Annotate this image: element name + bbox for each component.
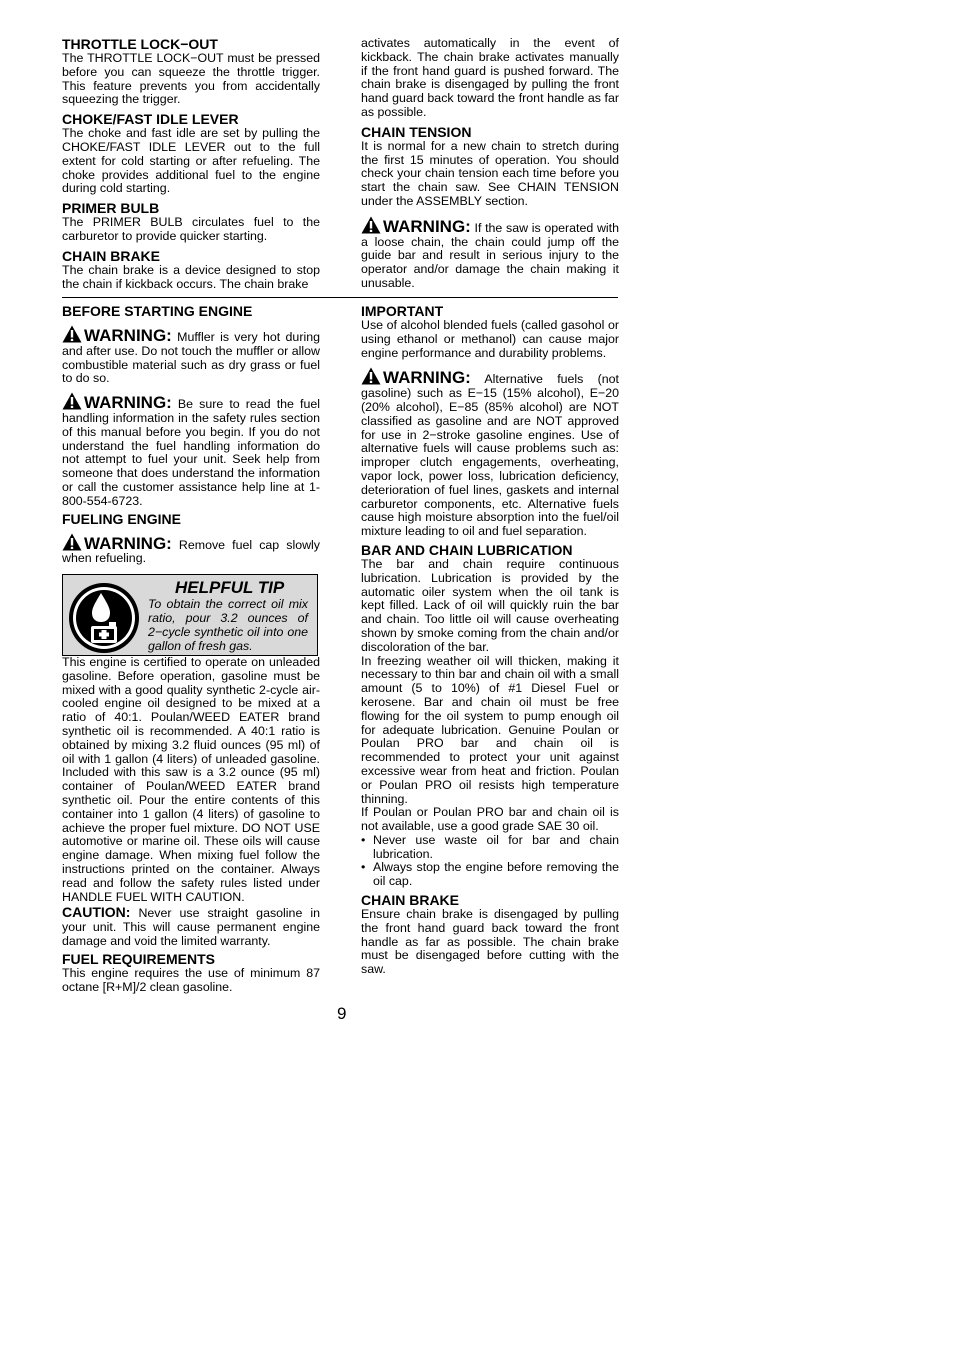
chain-brake-text-2: Ensure chain brake is disengaged by pulling the front hand guard back toward the front handle as far as possible. The chain brake must be disengaged before cutting with the saw. [361,907,619,977]
muffler-warning [62,325,320,386]
chain-brake-continued: activates automatically in the event of kickback. The chain brake activates manually if the front hand guard is pushed forward. The chain brake is disengaged by pulling the front hand guard back toward the front handle as far as possible. [361,36,619,119]
warning-text: Alternative fuels (not gasoline) such as E−15 (15% alcohol), E−20 (20% alcohol), E−85 (85% alcohol) are NOT classified as gasoline and are NOT approved for use in 2−stroke gasoline engines. Use of alternative fuels will cause problems such as: improper clutch engagements, overheating, vapor lock, power loss, lubrication deficiency, deterioration of fuel lines, gaskets and internal carburetor components, etc. Alternative fuels cause high moisture absorption into the fuel/oil mixture leading to oil and fuel separation. [361,372,619,539]
warning-icon [62,392,82,410]
page-number: 9 [337,1004,347,1023]
tip-title: HELPFUL TIP [175,578,285,597]
engine-fuel-text: This engine is certified to operate on unleaded gasoline. Before operation, gasoline must be mixed with a good quality synthetic 2-cycle air-cooled engine oil designed to be mixed at a ratio of 40:1. Poulan/WEED EATER brand synthetic oil is recommended. A 40:1 ratio is obtained by mixing 3.2 fluid ounces (95 ml) of oil with 1 gallon (4 liters) of unleaded gasoline. Included with this saw is a 3.2 ounce (95 ml) container of Poulan/WEED EATER brand synthetic oil. Pour the entire contents of this container into 1 gallon (4 liters) of gasoline to achieve the proper fuel mixture. DO NOT USE automotive or marine oil. These oils will cause engine damage. When mixing fuel follow the instructions printed on the container. Always read and follow the safety rules listed under HANDLE FUEL WITH CAUTION. [62,655,320,904]
warning-text: Remove fuel cap slowly when refueling. [62,537,320,566]
before-starting-heading: BEFORE STARTING ENGINE [62,303,253,319]
bottom-right-column [361,303,619,977]
chain-tension-heading: CHAIN TENSION [361,123,472,140]
list-item: • Always stop the engine before removing the oil cap. [361,860,619,889]
warning-label: WARNING: [383,368,471,388]
top-left-column [62,36,320,291]
section-divider [62,297,618,298]
throttle-heading: THROTTLE LOCK−OUT [62,36,218,52]
warning-icon [361,216,381,234]
helpful-tip-box [62,574,318,656]
fueling-engine-heading: FUELING ENGINE [62,510,182,527]
throttle-text: The THROTTLE LOCK−OUT must be pressed before you can squeeze the throttle trigger. This feature prevents you from accidentally squeezing the trigger. [62,51,320,107]
primer-text: The PRIMER BULB circulates fuel to the carburetor to provide quicker starting. [62,215,320,243]
fuel-cap-warning [62,533,320,567]
primer-heading: PRIMER BULB [62,200,160,217]
chain-brake-text: The chain brake is a device designed to stop the chain if kickback occurs. The chain brake [62,262,320,291]
caution-note [62,906,320,948]
choke-text: The choke and fast idle are set by pulling the CHOKE/FAST IDLE LEVER out to the full extent for cold starting or after refueling. The choke provides additional fuel to the engine during cold starting. [62,126,320,196]
choke-heading: CHOKE/FAST IDLE LEVER [62,111,239,128]
warning-text: If the saw is operated with a loose chain, the chain could jump off the guide bar and result in serious injury to the operator and/or damage the chain making it unusable. [361,220,619,290]
bullet-text: Always stop the engine before removing the oil cap. [373,860,619,889]
warning-label: WARNING: [84,326,172,345]
chain-brake-heading-2: CHAIN BRAKE [361,892,459,909]
warning-label: WARNING: [84,393,172,413]
fuel-handling-warning [62,392,320,508]
list-item: • Never use waste oil for bar and chain lubrication. [361,832,619,861]
warning-label: WARNING: [84,533,172,553]
lubrication-text-2: In freezing weather oil will thicken, making it necessary to thin bar and chain oil with a small amount (5 to 10%) of #1 Diesel Fuel or kerosene. Bar and chain oil must be free flowing for the oil system to pump enough oil for adequate lubrication. Genuine Poulan or Poulan PRO bar and chain oil is recommended to protect your unit against excessive wear from heat and friction. Poulan or Poulan PRO oil resists high temperature thinning. [361,653,619,806]
important-text: Use of alcohol blended fuels (called gasohol or using ethanol or methanol) can cause major engine performance and durability problems. [361,318,619,360]
fuel-requirements-heading: FUEL REQUIREMENTS [62,950,215,967]
warning-text: Be sure to read the fuel handling information in the safety rules section of this manual before you begin. If you do not understand the fuel handling information do not attempt to fuel your unit. Seek help from someone that does understand the information or call the customer assistance help line at 1-800-554-6723. [62,397,320,508]
alternative-fuels-warning [361,367,619,539]
oil-drop-gas-can-icon [67,581,141,655]
lubrication-text-3: If Poulan or Poulan PRO bar and chain oil is not available, use a good grade SAE 30 oil. [361,805,619,834]
bottom-left-column-continued [62,656,320,994]
warning-icon [62,533,82,551]
caution-label: CAUTION: [62,904,131,921]
warning-icon [62,325,82,343]
chain-tension-text: It is normal for a new chain to stretch during the first 15 minutes of operation. You should check your chain tension each time before you start the chain saw. See CHAIN TENSION under the ASSEMBLY section. [361,138,619,208]
chain-brake-heading: CHAIN BRAKE [62,247,160,264]
top-right-column [361,37,619,291]
tip-text: To obtain the correct oil mix ratio, pour 3.2 ounces of 2−cycle synthetic oil into one gallon of fresh gas. [148,597,308,653]
important-heading: IMPORTANT [361,303,444,319]
lubrication-text-1: The bar and chain require continuous lubrication. Lubrication is provided by the automatic oiler system when the oil tank is kept filled. Lack of oil will quickly ruin the bar and chain. Too little oil will cause overheating shown by smoke coming from the chain and/or discoloration of the bar. [361,556,619,654]
warning-label: WARNING: [383,216,471,236]
bar-chain-lubrication-heading: BAR AND CHAIN LUBRICATION [361,541,573,558]
bullet-text: Never use waste oil for bar and chain lubrication. [373,832,619,861]
warning-icon [361,367,381,385]
bottom-left-column [62,303,320,566]
loose-chain-warning [361,216,619,291]
warning-text: Muffler is very hot during and after use. Do not touch the muffler or allow combustible material such as dry grass or fuel to do so. [62,330,320,386]
caution-text: Never use straight gasoline in your unit. This will cause permanent engine damage and void the limited warranty. [62,906,321,948]
fuel-requirements-text: This engine requires the use of minimum 87 octane [R+M]/2 clean gasoline. [62,965,320,994]
